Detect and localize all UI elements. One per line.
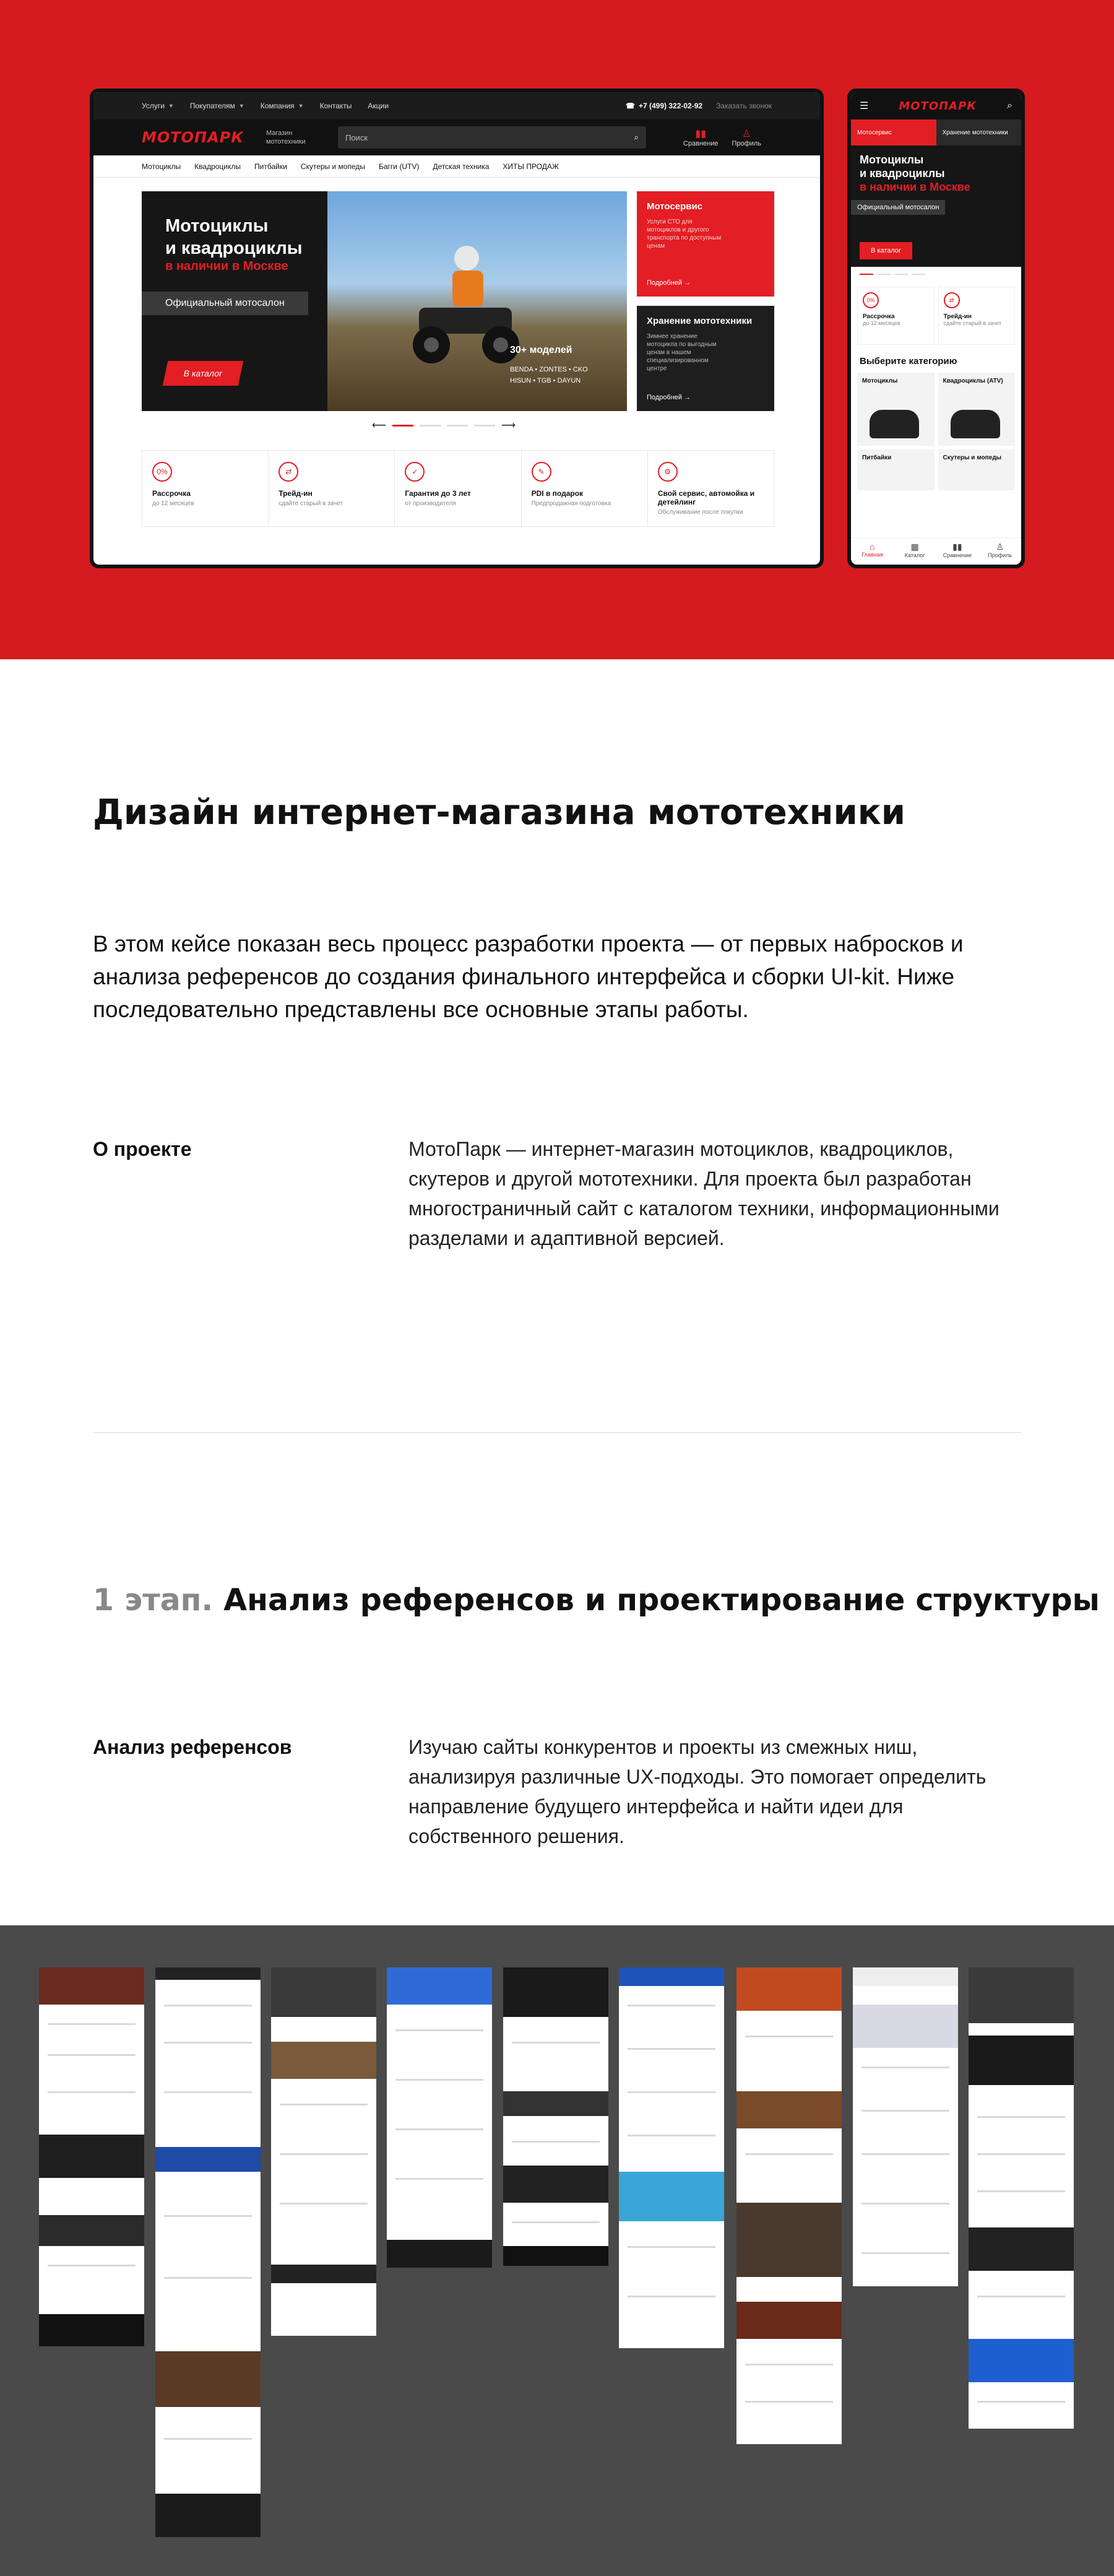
topbar-item-promo[interactable]: Акции [368, 102, 389, 110]
chevron-down-icon: ▼ [238, 103, 244, 109]
slider-dot[interactable] [860, 274, 873, 275]
mobile-banner-title: Мотоциклы и квадроциклы [860, 154, 945, 180]
service-more-link[interactable]: Подробней → [647, 279, 691, 287]
feature-pdi[interactable]: ✎ PDI в подарок Предпродажная подготовка [522, 451, 648, 526]
tab-storage[interactable]: Хранение мототехники [936, 119, 1022, 145]
slider-dot[interactable] [420, 425, 441, 427]
mobile-feature-installment[interactable]: 0% Рассрочка до 12 месяцев [857, 287, 935, 345]
hero-banner[interactable] [142, 191, 627, 411]
reference-screenshot [736, 1967, 842, 2444]
category-nav [93, 155, 820, 178]
reference-screenshot [39, 1967, 144, 2346]
search-icon[interactable]: ⌕ [634, 132, 639, 142]
storage-card[interactable]: Хранение мототехники Зимнее хранение мотоцикла по выгодным ценам в нашем специализированном центре Подробней → [637, 306, 774, 411]
slider-dot[interactable] [474, 425, 495, 427]
topbar-item-contacts[interactable]: Контакты [319, 102, 352, 110]
reference-screenshot [969, 1967, 1074, 2429]
about-label: О проекте [93, 1138, 192, 1160]
user-icon: ♙ [742, 129, 751, 139]
exchange-icon: ⇄ [278, 462, 298, 482]
banner-subtitle: в наличии в Москве [165, 259, 288, 273]
reference-screenshot [387, 1967, 492, 2268]
features-strip [142, 450, 774, 527]
chevron-down-icon: ▼ [168, 103, 174, 109]
arrow-left-icon[interactable]: ⟵ [372, 420, 386, 431]
atv-rider-illustration [402, 241, 525, 371]
feature-trade-in[interactable]: ⇄ Трейд-ин сдайте старый в зачет [269, 451, 395, 526]
mobile-header [851, 92, 1021, 119]
category-atv[interactable]: Квадроциклы (ATV) [938, 373, 1016, 446]
callback-link[interactable]: Заказать звонок [716, 102, 772, 110]
slider-dot[interactable] [877, 274, 891, 275]
slider-dot[interactable] [894, 274, 908, 275]
percent-icon: 0% [152, 462, 172, 482]
slider-dot[interactable] [912, 274, 925, 275]
mobile-mockup [847, 89, 1025, 568]
about-text: МотоПарк — интернет-магазин мотоциклов, квадроциклов, скутеров и другой мототехники. Для проекта был разработан многостраничный сайт с каталогом техники, информационными разделами и адаптивной версией. [408, 1138, 1000, 1249]
feature-service[interactable]: ⚙ Свой сервис, автомойка и детейлинг Обслуживание после покупки [648, 451, 774, 526]
mobile-official-badge: Официальный мотосалон [851, 200, 945, 215]
checklist-icon: ✎ [532, 462, 551, 482]
nav-item-scooters[interactable]: Скутеры и мопеды [300, 162, 365, 171]
service-card[interactable]: Мотосервис Услуги СТО для мотоциклов и другого транспорта по доступным ценам Подробней → [637, 191, 774, 297]
chevron-down-icon: ▼ [298, 103, 304, 109]
topbar [93, 92, 820, 119]
shop-label: Магазин мототехники [266, 129, 306, 145]
reference-screenshot [619, 1967, 724, 2348]
tab-service[interactable]: Мотосервис [851, 119, 936, 145]
percent-icon: 0% [863, 292, 879, 308]
mobile-slider-dots [851, 267, 1021, 282]
category-pitbikes[interactable]: Питбайки [857, 449, 935, 490]
references-gallery [0, 1925, 1114, 2576]
nav-item-pitbikes[interactable]: Питбайки [254, 162, 287, 171]
mobile-banner[interactable] [851, 145, 1021, 267]
bottom-nav-compare[interactable]: ▮▮ Сравнение [936, 538, 979, 565]
logo[interactable]: МОТОПАРК [142, 129, 244, 146]
intro-lead: В этом кейсе показан весь процесс разработки проекта — от первых набросков и анализа референсов до создания финального интерфейса и сборки UI-kit. Ниже последовательно представлены все основные этапы работы. [93, 931, 964, 1022]
divider [93, 1432, 1021, 1433]
grid-icon: ▦ [910, 542, 919, 552]
search-icon[interactable]: ⌕ [1007, 100, 1013, 111]
motorcycle-image [870, 410, 919, 438]
exchange-icon: ⇄ [944, 292, 960, 308]
models-block: 30+ моделей BENDA • ZONTES • CKO HISUN • TGB • DAYUN [510, 345, 588, 384]
feature-warranty[interactable]: ✓ Гарантия до 3 лет от производителя [395, 451, 521, 526]
mobile-logo[interactable]: МОТОПАРК [899, 99, 977, 113]
home-icon: ⌂ [870, 542, 875, 552]
mobile-banner-subtitle: в наличии в Москве [860, 181, 970, 193]
category-scooters[interactable]: Скутеры и мопеды [938, 449, 1016, 490]
topbar-item-customers[interactable]: Покупателям ▼ [189, 102, 244, 110]
slider-dot[interactable] [392, 425, 413, 427]
menu-icon[interactable]: ☰ [860, 101, 869, 111]
analysis-label: Анализ референсов [93, 1736, 292, 1758]
reference-screenshot [853, 1967, 958, 2286]
arrow-right-icon[interactable]: ⟶ [501, 420, 516, 431]
page-title: Дизайн интернет-магазина мототехники [93, 792, 905, 833]
compare-icon: ▮▮ [952, 542, 962, 552]
compare-button[interactable]: ▮▮ Сравнение [683, 129, 719, 147]
profile-button[interactable]: ♙ Профиль [732, 129, 761, 147]
mobile-promo-tabs [851, 119, 1021, 145]
nav-item-motorcycles[interactable]: Мотоциклы [142, 162, 181, 171]
slider-dot[interactable] [447, 425, 468, 427]
mobile-bottom-nav [851, 537, 1021, 565]
desktop-mockup [90, 89, 824, 568]
phone-icon: ☎ [626, 102, 635, 110]
phone-number[interactable]: ☎ +7 (499) 322-02-92 [626, 102, 703, 110]
hero-section [0, 0, 1114, 659]
analysis-text: Изучаю сайты конкурентов и проекты из смежных ниш, анализируя различные UX-подходы. Это помогает определить направление будущего интерфейса и найти идеи для собственного решения. [408, 1736, 987, 1847]
category-motorcycles[interactable]: Мотоциклы [857, 373, 935, 446]
stage-heading: 1 этап. Анализ референсов и проектирование структуры [93, 1582, 1100, 1618]
nav-item-buggy[interactable]: Багги (UTV) [379, 162, 420, 171]
bottom-nav-home[interactable]: ⌂ Главная [851, 538, 894, 565]
topbar-item-services[interactable]: Услуги ▼ [142, 102, 174, 110]
atv-image [951, 410, 1000, 438]
user-icon: ♙ [996, 542, 1004, 552]
reference-screenshot [155, 1967, 261, 2537]
catalog-button[interactable]: В каталог [163, 361, 244, 386]
category-grid [851, 373, 1021, 490]
reference-screenshot [271, 1967, 376, 2336]
nav-item-kids[interactable]: Детская техника [433, 162, 490, 171]
mobile-catalog-button[interactable]: В каталог [860, 242, 912, 259]
nav-item-atv[interactable]: Квадроциклы [194, 162, 241, 171]
shield-icon: ✓ [405, 462, 425, 482]
compare-icon: ▮▮ [695, 129, 707, 139]
topbar-item-company[interactable]: Компания ▼ [260, 102, 304, 110]
bottom-nav-profile[interactable]: ♙ Профиль [978, 538, 1021, 565]
storage-more-link[interactable]: Подробней → [647, 394, 691, 401]
bottom-nav-catalog[interactable]: ▦ Каталог [894, 538, 936, 565]
gear-icon: ⚙ [658, 462, 678, 482]
search-input[interactable]: Поиск ⌕ [338, 126, 646, 149]
mobile-features [851, 282, 1021, 350]
feature-installment[interactable]: 0% Рассрочка до 12 месяцев [142, 451, 269, 526]
reference-screenshot [503, 1967, 608, 2266]
main-header [93, 119, 820, 155]
banner-title: Мотоциклы и квадроциклы [165, 216, 303, 258]
nav-item-hits[interactable]: ХИТЫ ПРОДАЖ [503, 162, 559, 171]
official-badge: Официальный мотосалон [142, 292, 308, 315]
mobile-feature-trade-in[interactable]: ⇄ Трейд-ин сдайте старый в зачет [938, 287, 1016, 345]
slider-controls [372, 419, 516, 432]
choose-category-title: Выберите категорию [860, 356, 957, 366]
